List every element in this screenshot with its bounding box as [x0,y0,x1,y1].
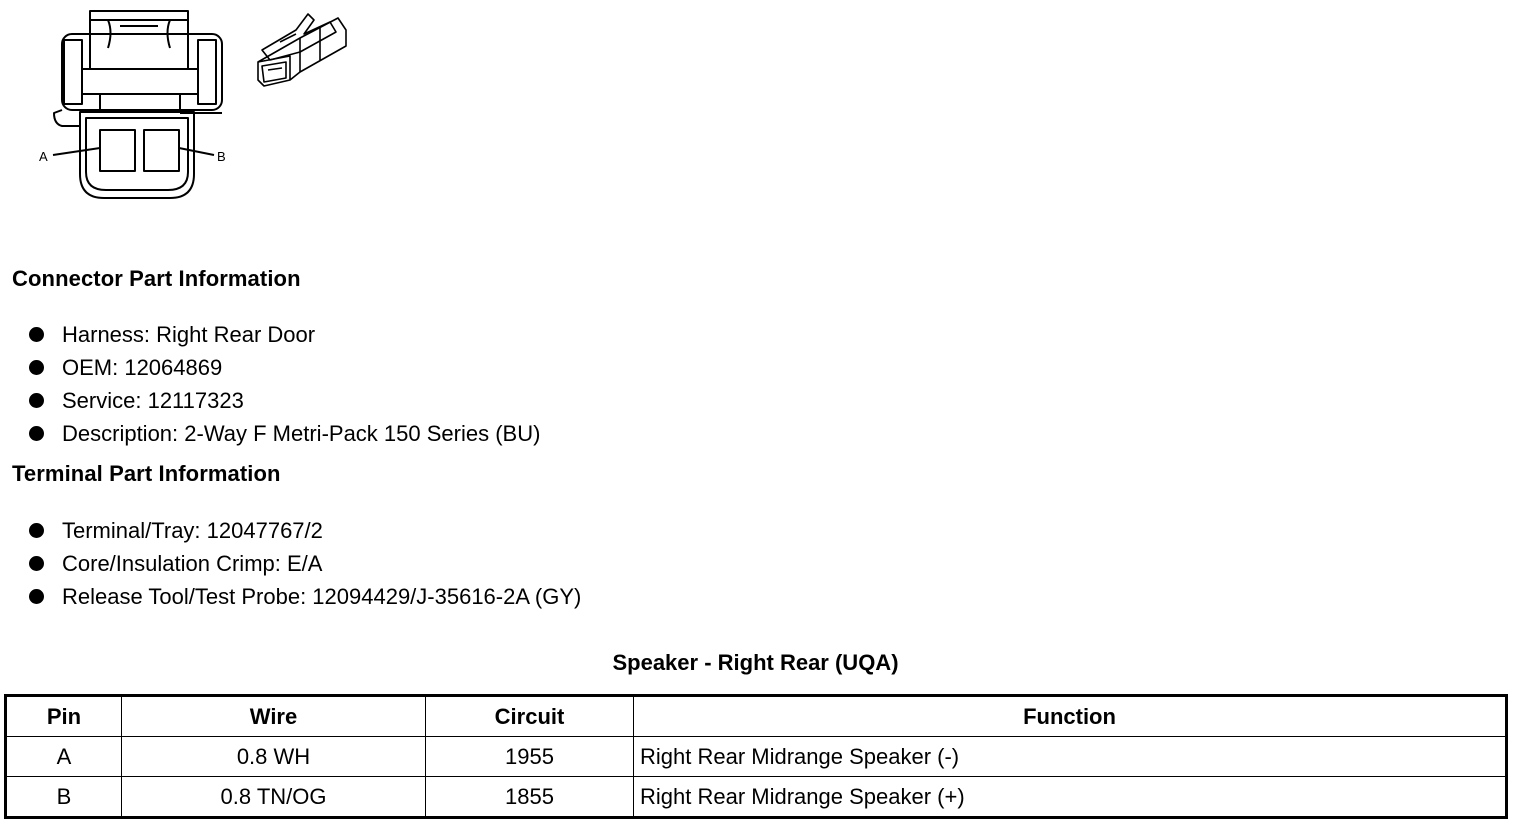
pin-table-title: Speaker - Right Rear (UQA) [612,650,899,675]
list-item [0,514,581,547]
bullet-icon [29,393,44,408]
pin-b-callout: B [217,149,226,164]
bullet-icon [29,523,44,538]
list-item-text: Harness: Right Rear Door [62,322,316,347]
list-item [0,384,540,417]
connector-isometric-view [258,14,346,86]
connector-diagram [0,0,380,215]
list-item [0,417,540,450]
table-header-row [6,696,1507,737]
connector-info-heading: Connector Part Information [12,266,301,291]
list-item [0,351,540,384]
bullet-icon [29,360,44,375]
col-header-wire: Wire [122,696,426,737]
table-row [6,737,1507,777]
list-item-text: Core/Insulation Crimp: E/A [62,551,323,576]
list-item-text: Description: 2-Way F Metri-Pack 150 Series (BU) [62,421,541,446]
cell-circuit: 1855 [426,777,634,818]
pin-a-callout: A [39,149,48,164]
terminal-info-list [0,514,581,613]
cell-wire: 0.8 TN/OG [122,777,426,818]
pin-table [4,694,1508,819]
col-header-circuit: Circuit [426,696,634,737]
list-item-text: Release Tool/Test Probe: 12094429/J-35616-2A (GY) [62,584,582,609]
cell-wire: 0.8 WH [122,737,426,777]
bullet-icon [29,426,44,441]
list-item-text: Terminal/Tray: 12047767/2 [62,518,323,543]
connector-face-view [53,11,222,198]
cell-pin: B [6,777,122,818]
bullet-icon [29,556,44,571]
table-row [6,777,1507,818]
list-item [0,318,540,351]
list-item-text: Service: 12117323 [62,388,244,413]
bullet-icon [29,327,44,342]
cell-function: Right Rear Midrange Speaker (+) [634,777,1507,818]
bullet-icon [29,589,44,604]
col-header-function: Function [634,696,1507,737]
terminal-info-heading: Terminal Part Information [12,461,281,486]
cell-pin: A [6,737,122,777]
cell-circuit: 1955 [426,737,634,777]
cell-function: Right Rear Midrange Speaker (-) [634,737,1507,777]
list-item [0,580,581,613]
list-item-text: OEM: 12064869 [62,355,223,380]
col-header-pin: Pin [6,696,122,737]
connector-info-list [0,318,540,450]
list-item [0,547,581,580]
